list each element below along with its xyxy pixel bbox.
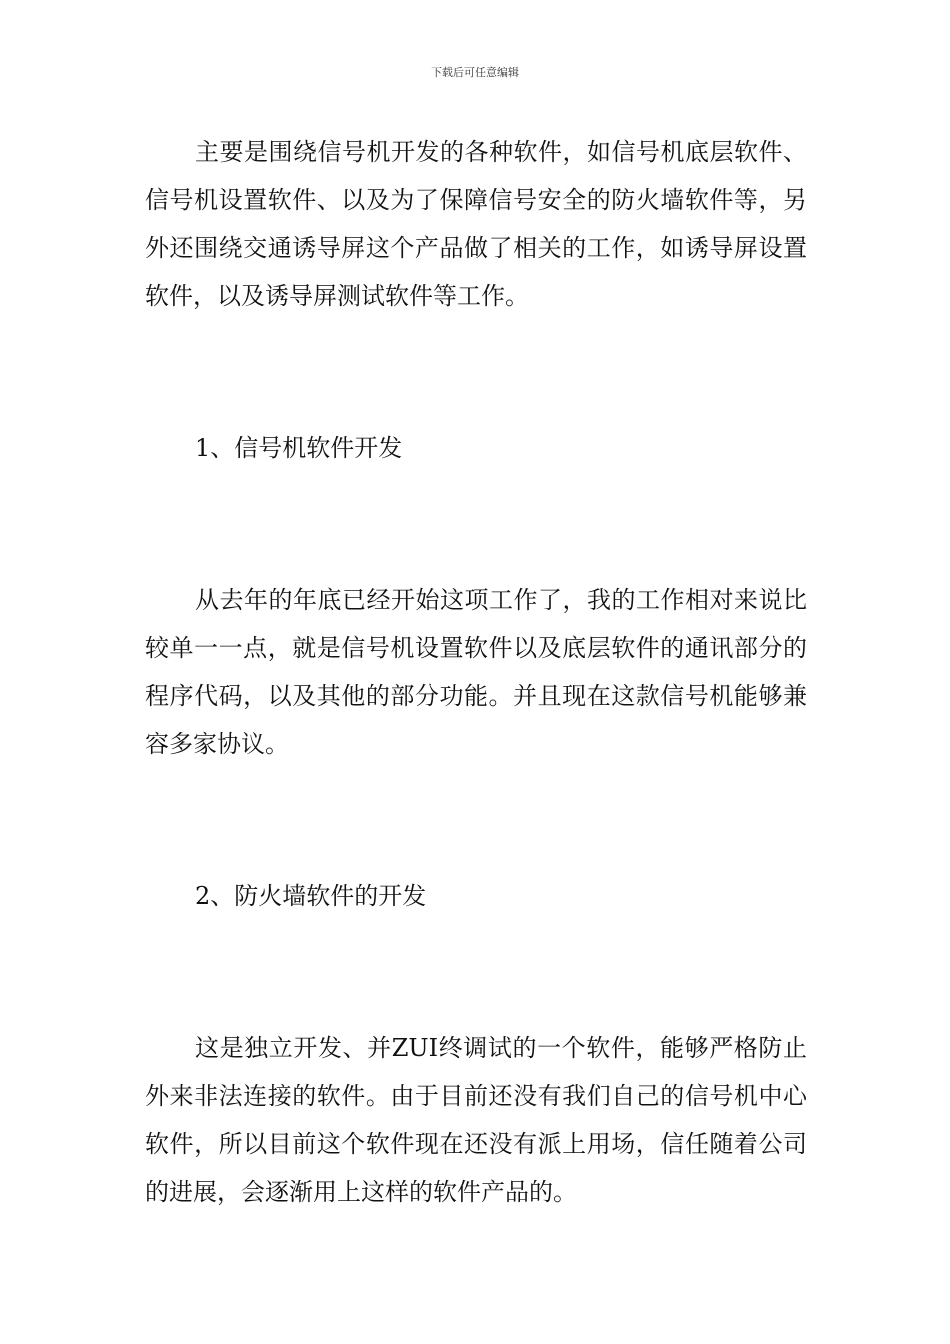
signal-software-paragraph: 从去年的年底已经开始这项工作了，我的工作相对来说比较单一一点，就是信号机设置软件以及底层软件的通讯部分的程序代码，以及其他的部分功能。并且现在这款信号机能够兼容多家协议。 [145, 586, 807, 758]
firewall-software-paragraph: 这是独立开发、并ZUI终调试的一个软件，能够严格防止外来非法连接的软件。由于目前还没有我们自己的信号机中心软件，所以目前这个软件现在还没有派上用场，信任随着公司的进展，会逐渐用上这样的软件产品的。 [145, 1034, 807, 1206]
intro-paragraph: 主要是围绕信号机开发的各种软件，如信号机底层软件、信号机设置软件、以及为了保障信号安全的防火墙软件等，另外还围绕交通诱导屏这个产品做了相关的工作，如诱导屏设置软件，以及诱导屏测试软件等工作。 [145, 138, 807, 310]
section-heading-signal-software: 1、信号机软件开发 [195, 434, 403, 462]
page-header: 下载后可任意编辑 [431, 66, 519, 79]
section-heading-firewall-software: 2、防火墙软件的开发 [195, 882, 427, 910]
